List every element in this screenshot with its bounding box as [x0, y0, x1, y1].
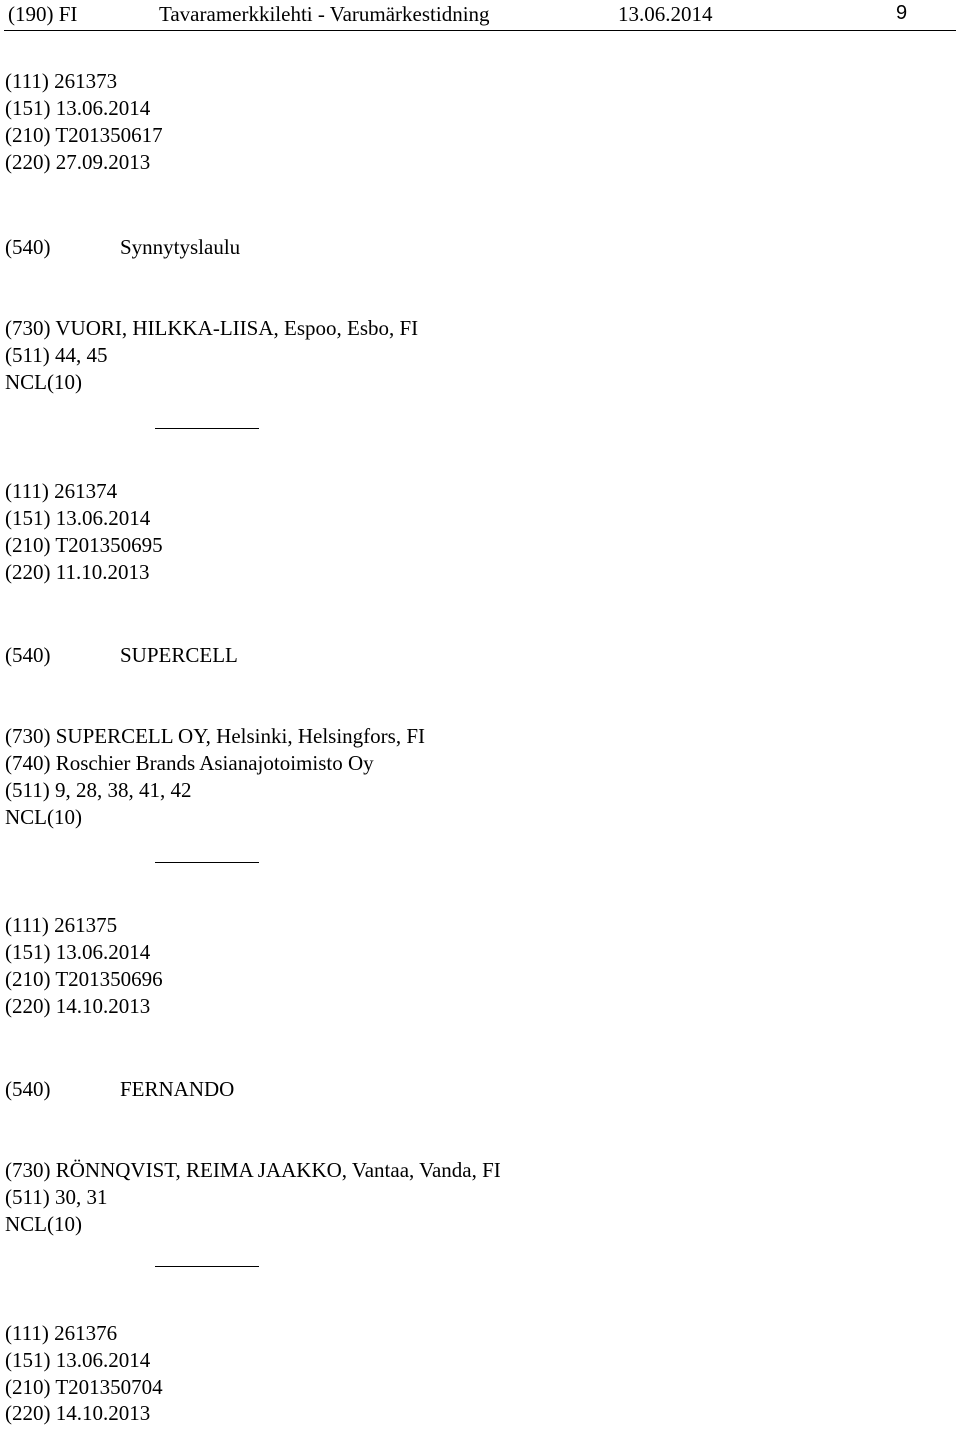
mark-code: (540) [5, 643, 51, 667]
classes: (511) 9, 28, 38, 41, 42 [5, 778, 192, 802]
header-code: (190) FI [8, 2, 78, 26]
ncl-edition: NCL(10) [5, 805, 82, 829]
registration-date: (151) 13.06.2014 [5, 96, 151, 120]
filing-date: (220) 11.10.2013 [5, 560, 150, 584]
agent: (740) Roschier Brands Asianajotoimisto Oy [5, 751, 374, 775]
page-number: 9 [896, 2, 908, 24]
mark-text: SUPERCELL [120, 643, 238, 667]
application-number: (210) T201350696 [5, 967, 163, 991]
mark-code: (540) [5, 235, 51, 259]
entry-separator [155, 862, 259, 863]
registration-date: (151) 13.06.2014 [5, 506, 151, 530]
mark-text: FERNANDO [120, 1077, 235, 1101]
registration-number: (111) 261376 [5, 1321, 118, 1345]
mark-text: Synnytyslaulu [120, 235, 241, 259]
owner: (730) VUORI, HILKKA-LIISA, Espoo, Esbo, FI [5, 316, 419, 340]
page-header [0, 0, 960, 30]
classes: (511) 44, 45 [5, 343, 108, 367]
filing-date: (220) 27.09.2013 [5, 150, 151, 174]
owner: (730) RÖNNQVIST, REIMA JAAKKO, Vantaa, Vanda, FI [5, 1158, 501, 1182]
filing-date: (220) 14.10.2013 [5, 994, 151, 1018]
application-number: (210) T201350695 [5, 533, 163, 557]
application-number: (210) T201350617 [5, 123, 163, 147]
registration-number: (111) 261373 [5, 69, 118, 93]
registration-date: (151) 13.06.2014 [5, 940, 151, 964]
application-number: (210) T201350704 [5, 1375, 163, 1399]
owner: (730) SUPERCELL OY, Helsinki, Helsingfors, FI [5, 724, 425, 748]
entry-separator [155, 1266, 259, 1267]
classes: (511) 30, 31 [5, 1185, 108, 1209]
header-date: 13.06.2014 [618, 2, 713, 26]
ncl-edition: NCL(10) [5, 370, 82, 394]
header-rule [4, 30, 956, 31]
ncl-edition: NCL(10) [5, 1212, 82, 1236]
entry-separator [155, 428, 259, 429]
mark-code: (540) [5, 1077, 51, 1101]
header-title: Tavaramerkkilehti - Varumärkestidning [159, 2, 490, 26]
registration-number: (111) 261374 [5, 479, 118, 503]
registration-number: (111) 261375 [5, 913, 118, 937]
filing-date: (220) 14.10.2013 [5, 1401, 151, 1425]
registration-date: (151) 13.06.2014 [5, 1348, 151, 1372]
